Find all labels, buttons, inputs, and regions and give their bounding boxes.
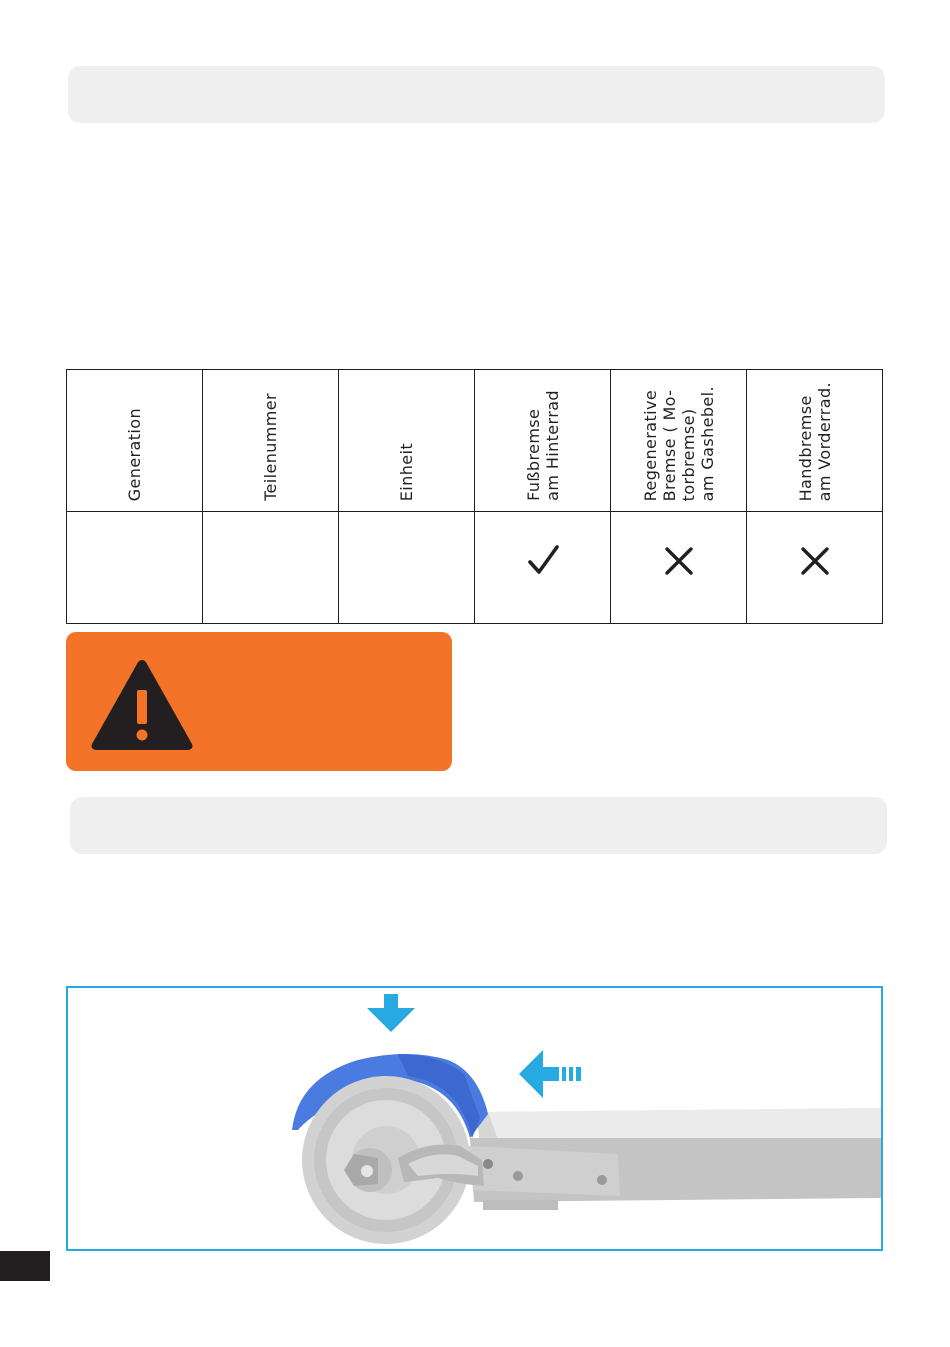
header-hand-brake: Handbremse am Vorderrad. (747, 370, 883, 512)
cell-foot-brake (475, 512, 611, 624)
cell-regenerative-brake (611, 512, 747, 624)
table-header-row (67, 370, 883, 512)
warning-triangle-icon (88, 656, 196, 752)
cross-icon (664, 546, 694, 576)
arrow-down-icon (367, 994, 415, 1032)
table-row (67, 512, 883, 624)
header-part-number: Teilenummer (203, 370, 339, 512)
page-number-tab (0, 1251, 50, 1281)
section-header-band (70, 797, 887, 854)
section-header-band (68, 66, 885, 123)
cell-generation (67, 512, 203, 624)
scooter-figure (66, 986, 883, 1251)
brake-table (66, 369, 883, 624)
cell-hand-brake (747, 512, 883, 624)
check-icon (526, 544, 560, 578)
cell-part-number (203, 512, 339, 624)
header-generation: Generation (67, 370, 203, 512)
cell-unit (339, 512, 475, 624)
scooter-rear-brake-illustration (68, 988, 881, 1249)
header-unit: Einheit (339, 370, 475, 512)
cross-icon (800, 546, 830, 576)
arrow-left-icon (519, 1050, 581, 1098)
header-regenerative-brake: Regenerative Bremse ( Mo- torbremse) am Gashebel. (611, 370, 747, 512)
header-foot-brake: Fußbremse am Hinterrad (475, 370, 611, 512)
warning-box (66, 632, 452, 771)
